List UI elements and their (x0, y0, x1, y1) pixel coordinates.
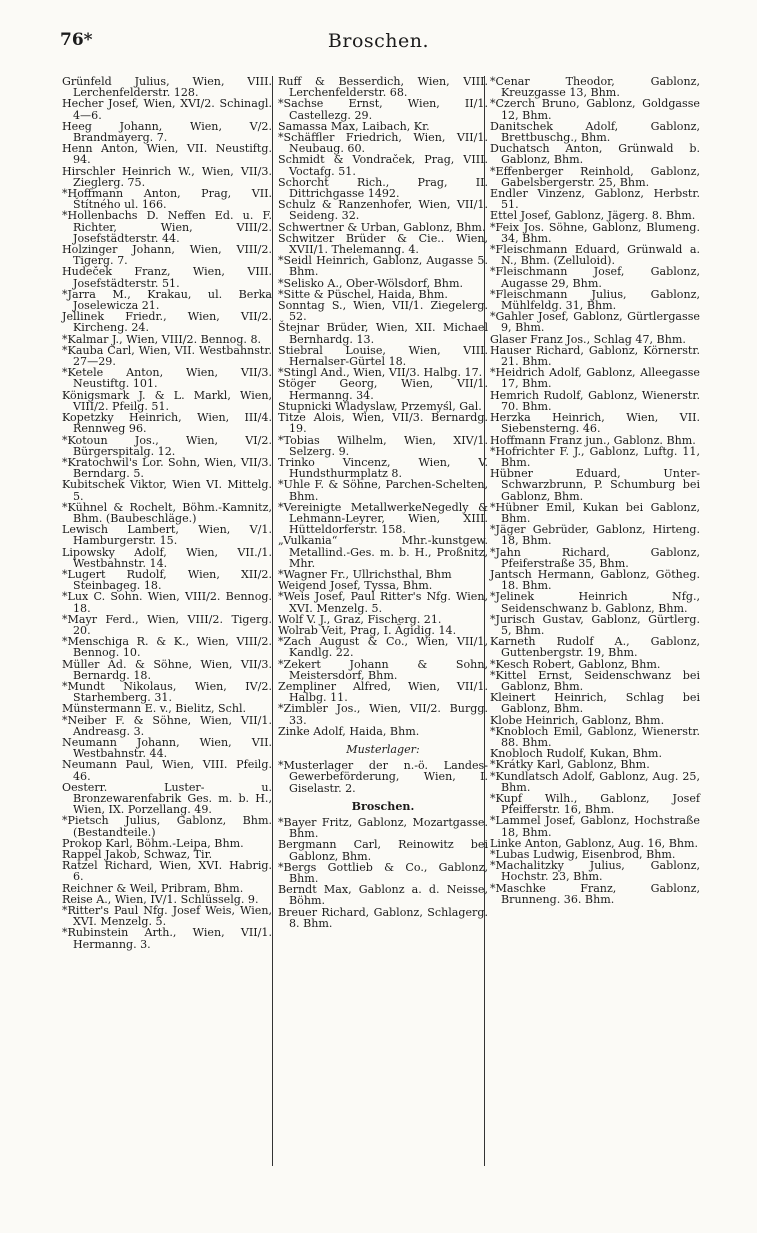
directory-entry: *Kauba Carl, Wien, VII. Westbahnstr. 27—29. (62, 343, 272, 369)
directory-entry: *Bayer Fritz, Gablonz, Mozartgasse. Bhm. (278, 816, 488, 841)
directory-entry: *Uhle F. & Söhne, Parchen-Schelten, Bhm. (278, 478, 488, 503)
directory-entry: Kleinert Heinrich, Schlag bei Gablonz, Bhm. (490, 691, 700, 716)
directory-entry: *Lugert Rudolf, Wien, XII/2. Steinbageg. 18. (62, 567, 272, 593)
directory-entry: *Kalmar J., Wien, VIII/2. Bennog. 8. (62, 332, 262, 346)
directory-entry: Reise A., Wien, IV/1. Schlüsselg. 9. (62, 892, 259, 906)
directory-entry: *Ketele Anton, Wien, VII/3. Neustiftg. 101. (62, 366, 272, 391)
directory-entry: Breuer Richard, Gablonz, Schlagerg. 8. Bhm. (278, 905, 488, 930)
directory-entry: *Sachse Ernst, Wien, II/1. Castellezg. 29. (278, 97, 488, 122)
directory-entry: *Stingl And., Wien, VII/3. Halbg. 17. (278, 366, 483, 380)
directory-entry: *Sitte & Püschel, Haida, Bhm. (278, 287, 448, 301)
directory-entry: Štejnar Brüder, Wien, XII. Michael Bernhardg. 13. (278, 321, 488, 346)
directory-entry: *Kittel Ernst, Seidenschwanz bei Gablonz, Bhm. (490, 668, 700, 693)
directory-entry: Hoffmann Franz jun., Gablonz. Bhm. (490, 433, 696, 447)
directory-entry: *Kupf Wilh., Gablonz, Josef Pfeifferstr. 16, Bhm. (490, 792, 700, 817)
directory-entry: Ettel Josef, Gablonz, Jägerg. 8. Bhm. (490, 209, 696, 223)
directory-entry: *Kotoun Jos., Wien, VI/2. Bürgerspitalg. 12. (62, 433, 272, 458)
directory-entry: Kopetzky Heinrich, Wien, III/4. Rennweg 96. (62, 411, 272, 436)
directory-entry: *Jelinek Heinrich Nfg., Seidenschwanz b. Gablonz, Bhm. (490, 590, 700, 615)
directory-entry: *Rubinstein Arth., Wien, VII/1. Hermanng. 3. (62, 926, 272, 951)
directory-entry: Reichner & Weil, Pribram, Bhm. (62, 881, 244, 895)
directory-entry: Herzka Heinrich, Wien, VII. Siebensterng. 46. (490, 411, 700, 436)
directory-entry: Linke Anton, Gablonz, Aug. 16, Bhm. (490, 836, 699, 850)
directory-entry: Hudeček Franz, Wien, VIII. Josefstädterstr. 51. (62, 265, 272, 290)
directory-entry: *Selisko A., Ober-Wölsdorf, Bhm. (278, 276, 463, 290)
directory-entry: *Hofrichter F. J., Gablonz, Luftg. 11, Bhm. (490, 444, 700, 469)
directory-entry: *Seidl Heinrich, Gablonz, Augasse 5. Bhm. (278, 254, 488, 279)
directory-entry: Wolrab Veit, Prag, I. Ägidig. 14. (278, 623, 457, 637)
directory-entry: *Maschke Franz, Gablonz, Brunneng. 36. Bhm. (490, 881, 700, 906)
directory-entry: *Kratochwil's Lor. Sohn, Wien, VII/3. Berndarg. 5. (62, 455, 272, 481)
directory-entry: *Knobloch Emil, Gablonz, Wienerstr. 88. Bhm. (490, 724, 700, 749)
column-divider (272, 76, 273, 1166)
directory-entry: Oesterr. Luster- u. Bronzewarenfabrik Ges. m. b. H., Wien, IX. Porzellang. 49. (62, 780, 272, 817)
directory-entry: Münstermann E. v., Bielitz, Schl. (62, 702, 247, 716)
directory-entry: Heeg Johann, Wien, V/2. Brandmayerg. 7. (62, 119, 272, 145)
directory-entry: Hauser Richard, Gablonz, Körnerstr. 21. Bhm. (490, 343, 700, 369)
directory-entry: *Kühnel & Rochelt, Böhm.-Kamnitz, Bhm. (Baubeschläge.) (62, 500, 272, 525)
directory-entry: *Krátky Karl, Gablonz, Bhm. (490, 758, 650, 772)
directory-entry: *Hübner Emil, Kukan bei Gablonz, Bhm. (490, 500, 700, 525)
directory-entry: *Neiber F. & Söhne, Wien, VII/1. Andreasg. 3. (62, 713, 272, 738)
directory-entry: Neumann Paul, Wien, VIII. Pfeilg. 46. (62, 758, 272, 783)
section-heading: Musterlager: (346, 742, 420, 756)
directory-entry: *Ritter's Paul Nfg. Josef Weis, Wien, XVI. Menzelg. 5. (62, 904, 272, 929)
directory-entry: Stupnicki Wladyslaw, Przemyśl, Gal. (278, 399, 482, 413)
directory-entry: *Schäffler Friedrich, Wien, VII/1. Neubaug. 60. (278, 131, 488, 156)
directory-entry: „Vulkania“ Mhr.-kunstgew. Metallind.-Ges. m. b. H., Proßnitz, Mhr. (278, 534, 488, 570)
directory-entry: Duchatsch Anton, Grünwald b. Gablonz, Bhm. (490, 142, 700, 167)
directory-entry: Stiebral Louise, Wien, VIII. Hernalser-Gürtel 18. (278, 343, 488, 369)
section-heading: Broschen. (351, 799, 415, 813)
directory-entry: *Hoffmann Anton, Prag, VII. Štítného ul. 166. (62, 187, 272, 212)
directory-entry: Schmidt & Vondraček, Prag, VIII. Voctafg. 51. (278, 153, 488, 178)
directory-entry: Ruff & Besserdich, Wien, VIII. Lerchenfelderstr. 68. (278, 75, 488, 100)
directory-entry: *Musterlager der n.-ö. Landes-Gewerbeförderung, Wien, I. Giselastr. 2. (278, 759, 488, 795)
directory-entry: Zempliner Alfred, Wien, VII/1. Halbg. 11. (278, 679, 488, 705)
directory-entry: *Lux C. Sohn. Wien, VIII/2. Bennog. 18. (62, 590, 272, 615)
directory-entry: Henn Anton, Wien, VII. Neustiftg. 94. (62, 142, 272, 167)
directory-entry: Karneth Rudolf A., Gablonz, Guttenbergstr. 19, Bhm. (490, 635, 700, 660)
column-3 (490, 76, 700, 905)
directory-entry: *Czerch Bruno, Gablonz, Goldgasse 12, Bhm. (490, 97, 700, 122)
directory-entry: *Feix Jos. Söhne, Gablonz, Blumeng. 34, Bhm. (490, 220, 700, 245)
directory-entry: *Heidrich Adolf, Gablonz, Alleegasse 17, Bhm. (490, 366, 700, 391)
directory-entry: Prokop Karl, Böhm.-Leipa, Bhm. (62, 836, 244, 850)
directory-entry: Schorcht Rich., Prag, II. Dittrichgasse 1492. (278, 175, 488, 201)
directory-entry: Schwertner & Urban, Gablonz, Bhm. (278, 220, 486, 234)
directory-entry: *Tobias Wilhelm, Wien, XIV/1. Selzerg. 9. (278, 433, 488, 458)
directory-entry: *Mundt Nikolaus, Wien, IV/2. Starhemberg. 31. (62, 679, 272, 705)
directory-entry: Schulz & Ranzenhofer, Wien, VII/1. Seideng. 32. (278, 198, 488, 223)
directory-entry: Zinke Adolf, Haida, Bhm. (278, 724, 420, 738)
directory-entry: *Fleischmann Josef, Gablonz, Augasse 29, Bhm. (490, 265, 700, 290)
directory-entry: Müller Ad. & Söhne, Wien, VII/3. Bernardg. 18. (62, 657, 272, 682)
page-title: Broschen. (327, 30, 430, 52)
directory-entry: Bergmann Carl, Reinowitz bei Gablonz, Bhm. (278, 838, 488, 863)
column-2 (278, 76, 488, 929)
column-1 (62, 76, 272, 950)
directory-entry: Königsmark J. & L. Markl, Wien, VIII/2. Pfeilg. 51. (62, 388, 272, 413)
directory-entry: *Gahler Josef, Gablonz, Gürtlergasse 9, Bhm. (490, 310, 700, 335)
directory-entry: Hirschler Heinrich W., Wien, VII/3. Zieglerg. 75. (62, 164, 272, 189)
page-number: 76* (60, 30, 93, 50)
directory-entry: Rappel Jakob, Schwaz, Tir. (62, 848, 213, 862)
directory-entry: *Jarra M., Krakau, ul. Berka Joselewicza 21. (62, 287, 272, 313)
directory-entry: Jellinek Friedr., Wien, VII/2. Kircheng. 24. (62, 310, 272, 335)
directory-entry: Sonntag S., Wien, VII/1. Ziegelerg. 52. (278, 299, 488, 324)
directory-entry: *Lubas Ludwig, Eisenbrod, Bhm. (490, 848, 676, 862)
directory-entry: *Zekert Johann & Sohn, Meistersdorf, Bhm. (278, 657, 488, 682)
directory-entry: Knobloch Rudolf, Kukan, Bhm. (490, 747, 662, 761)
directory-entry: *Weis Josef, Paul Ritter's Nfg. Wien, XVI. Menzelg. 5. (278, 590, 488, 615)
directory-entry: Wolf V. J., Graz, Fischerg. 21. (278, 612, 442, 626)
directory-entry: Danitschek Adolf, Gablonz, Brettbuschg., Bhm. (490, 119, 700, 145)
directory-entry: Klobe Heinrich, Gablonz, Bhm. (490, 713, 665, 727)
directory-entry: Stöger Georg, Wien, VII/1. Hermanng. 34. (278, 377, 488, 402)
directory-entry: *Hollenbachs D. Neffen Ed. u. F. Richter, Wien, VIII/2. Josefstädterstr. 44. (62, 209, 272, 245)
directory-entry: Samassa Max, Laibach, Kr. (278, 119, 430, 133)
directory-entry: *Vereinigte MetallwerkeNegedly & Lehmann-Leyrer, Wien, XIII. Hütteldorferstr. 158. (278, 500, 488, 537)
directory-entry: *Effenberger Reinhold, Gablonz, Gabelsbergerstr. 25, Bhm. (490, 164, 700, 189)
directory-entry: Grünfeld Julius, Wien, VIII. Lerchenfelderstr. 128. (62, 75, 272, 100)
directory-entry: *Kesch Robert, Gablonz, Bhm. (490, 657, 661, 671)
directory-entry: Lipowsky Adolf, Wien, VII./1. Westbahnstr. 14. (62, 545, 272, 570)
directory-entry: Hübner Eduard, Unter-Schwarzbrunn, P. Schumburg bei Gablonz, Bhm. (490, 467, 700, 503)
directory-entry: *Jurisch Gustav, Gablonz, Gürtlerg. 5, Bhm. (490, 612, 700, 637)
directory-entry: Hecher Josef, Wien, XVI/2. Schinagl. 4—6. (62, 97, 272, 122)
directory-entry: Holzinger Johann, Wien, VIII/2. Tigerg. 7. (62, 243, 272, 268)
directory-entry: *Lammel Josef, Gablonz, Hochstraße 18, Bhm. (490, 814, 700, 839)
directory-entry: Trinko Vincenz, Wien, V. Hundsthurmplatz 8. (278, 455, 488, 481)
directory-entry: *Menschiga R. & K., Wien, VIII/2. Bennog. 10. (62, 635, 272, 660)
directory-entry: Glaser Franz Jos., Schlag 47, Bhm. (490, 332, 686, 346)
directory-entry: *Fleischmann Eduard, Grünwald a. N., Bhm. (Zelluloid). (490, 243, 700, 268)
directory-entry: Kubitschek Viktor, Wien VI. Mittelg. 5. (62, 478, 272, 503)
directory-entry: *Mayr Ferd., Wien, VIII/2. Tigerg. 20. (62, 612, 272, 637)
directory-entry: *Kundlatsch Adolf, Gablonz, Aug. 25, Bhm. (490, 769, 700, 794)
directory-entry: Weigend Josef, Tyssa, Bhm. (278, 579, 433, 593)
directory-entry: Neumann Johann, Wien, VII. Westbahnstr. 44. (62, 735, 272, 761)
directory-entry: Schwitzer Brüder & Cie.. Wien, XVII/1. Thelemanng. 4. (278, 231, 488, 257)
directory-entry: *Pietsch Julius, Gablonz, Bhm. (Bestandteile.) (62, 814, 272, 839)
directory-entry: Jantsch Hermann, Gablonz, Götheg. 18. Bhm. (490, 567, 700, 593)
directory-entry: *Cenar Theodor, Gablonz, Kreuzgasse 13, Bhm. (490, 75, 700, 100)
directory-entry: *Bergs Gottlieb & Co., Gablonz, Bhm. (278, 860, 488, 886)
directory-entry: Lewisch Lambert, Wien, V/1. Hamburgerstr. 15. (62, 523, 272, 548)
directory-entry: Ratzel Richard, Wien, XVI. Habrig. 6. (62, 859, 272, 884)
directory-entry: Endler Vinzenz, Gablonz, Herbstr. 51. (490, 187, 700, 212)
directory-entry: *Jahn Richard, Gablonz, Pfeiferstraße 35, Bhm. (490, 545, 700, 570)
directory-entry: *Zach August & Co., Wien, VII/1, Kandlg. 22. (278, 635, 488, 660)
directory-entry: *Wagner Fr., Ullrichsthal, Bhm (278, 567, 452, 581)
directory-entry: *Fleischmann Julius, Gablonz, Mühlfeldg. 31, Bhm. (490, 287, 700, 313)
directory-entry: *Machalitzky Julius, Gablonz, Hochstr. 23, Bhm. (490, 859, 700, 884)
directory-entry: Berndt Max, Gablonz a. d. Neisse, Böhm. (278, 883, 488, 908)
directory-entry: *Jäger Gebrüder, Gablonz, Hirteng. 18, Bhm. (490, 523, 700, 548)
directory-entry: Hemrich Rudolf, Gablonz, Wienerstr. 70. Bhm. (490, 388, 700, 413)
directory-entry: *Zimbler Jos., Wien, VII/2. Burgg. 33. (278, 702, 488, 727)
directory-entry: Titze Alois, Wien, VII/3. Bernardg. 19. (278, 411, 488, 436)
